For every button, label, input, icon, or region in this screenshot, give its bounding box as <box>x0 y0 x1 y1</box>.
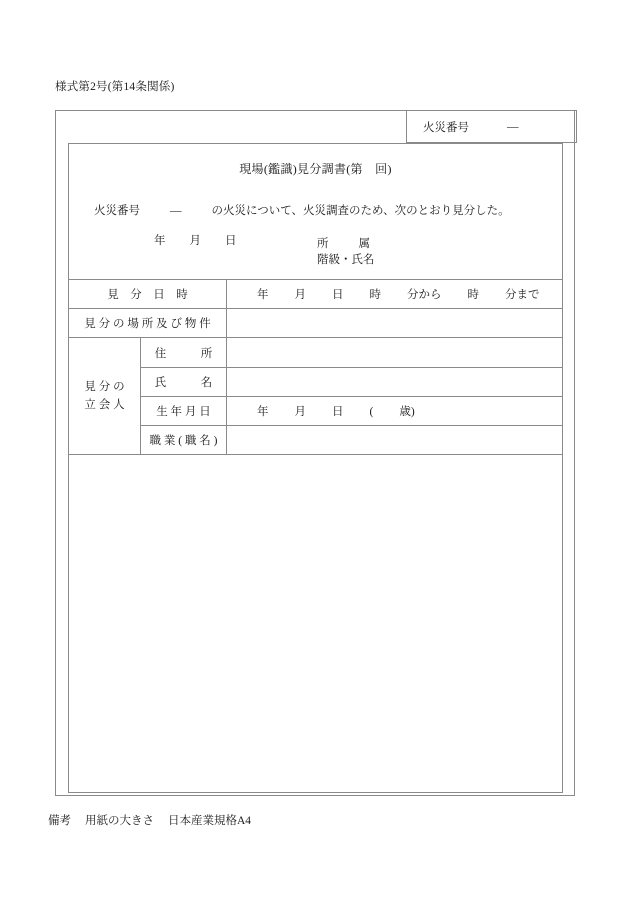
date-day-label: 日 <box>225 235 237 247</box>
dt-month-label: 月 <box>294 289 306 301</box>
fire-number-label: 火災番号 <box>423 121 469 134</box>
witness-occupation-value[interactable] <box>227 426 562 454</box>
dob-day-label: 日 <box>332 406 344 418</box>
title-block <box>69 144 562 279</box>
signature-affiliation-row <box>317 237 375 253</box>
witness-row-occupation <box>141 425 562 454</box>
inspection-datetime-value[interactable] <box>227 280 562 308</box>
signature-affiliation-char2: 属 <box>358 238 370 250</box>
intro-fire-number-label: 火災番号 <box>94 205 140 217</box>
fire-number-value: — <box>507 120 519 133</box>
form-number-label: 様式第2号(第14条関係) <box>55 81 175 93</box>
witness-address-label: 住 所 <box>141 338 227 367</box>
date-year-label: 年 <box>154 235 166 247</box>
witness-group-label <box>69 338 141 454</box>
witness-address-value[interactable] <box>227 338 562 367</box>
date-month-label: 月 <box>189 235 201 247</box>
intro-sentence-rest: の火災について、火災調査のため、次のとおり見分した。 <box>211 205 510 217</box>
footer-note <box>48 812 251 828</box>
witness-group <box>69 337 562 454</box>
intro-sentence <box>69 177 562 218</box>
row-inspection-datetime <box>69 279 562 308</box>
fire-number-box <box>406 110 577 143</box>
dt-minute-to-label: 分まで <box>505 289 540 301</box>
dob-age-label: 歳) <box>399 406 415 418</box>
dt-hour2-label: 時 <box>467 289 479 301</box>
dob-year-label: 年 <box>257 406 269 418</box>
document-date-line <box>69 218 562 248</box>
dob-month-label: 月 <box>294 406 306 418</box>
row-inspection-place <box>69 308 562 337</box>
witness-row-birthdate <box>141 396 562 425</box>
witness-birthdate-fields <box>257 403 415 419</box>
witness-occupation-label: 職 業 ( 職 名 ) <box>141 426 227 454</box>
witness-group-label-line2: 立 会 人 <box>84 399 125 411</box>
dt-minute-from-label: 分から <box>407 289 442 301</box>
dt-year-label: 年 <box>257 289 269 301</box>
footer-note-label: 備考 <box>48 815 71 827</box>
witness-birthdate-label: 生 年 月 日 <box>141 397 227 425</box>
signature-rank-name-label: 階級・氏名 <box>317 253 375 266</box>
main-form-table <box>68 143 563 793</box>
dt-hour-label: 時 <box>369 289 381 301</box>
inspection-place-value[interactable] <box>227 309 562 337</box>
intro-fire-number-dash: — <box>170 205 182 217</box>
witness-rows <box>141 338 562 454</box>
witness-row-address <box>141 338 562 367</box>
inspection-datetime-fields <box>257 286 540 302</box>
witness-row-name <box>141 367 562 396</box>
dt-day-label: 日 <box>332 289 344 301</box>
signature-block <box>317 237 375 268</box>
witness-group-label-line1: 見 分 の <box>84 380 125 393</box>
witness-birthdate-value[interactable] <box>227 397 562 425</box>
inspection-datetime-label: 見 分 日 時 <box>69 280 227 308</box>
page-frame <box>55 110 575 796</box>
inspection-body-area[interactable] <box>69 454 562 792</box>
footer-note-paper-size-value: 日本産業規格A4 <box>168 815 252 827</box>
footer-note-paper-size-label: 用紙の大きさ <box>85 815 154 827</box>
dob-paren-open: ( <box>369 406 374 418</box>
inspection-place-label: 見 分 の 場 所 及 び 物 件 <box>69 309 227 337</box>
document-title: 現場(鑑識)見分調書(第 回) <box>239 162 392 176</box>
witness-name-value[interactable] <box>227 368 562 396</box>
signature-affiliation-char1: 所 <box>317 238 329 250</box>
witness-name-label: 氏 名 <box>141 368 227 396</box>
